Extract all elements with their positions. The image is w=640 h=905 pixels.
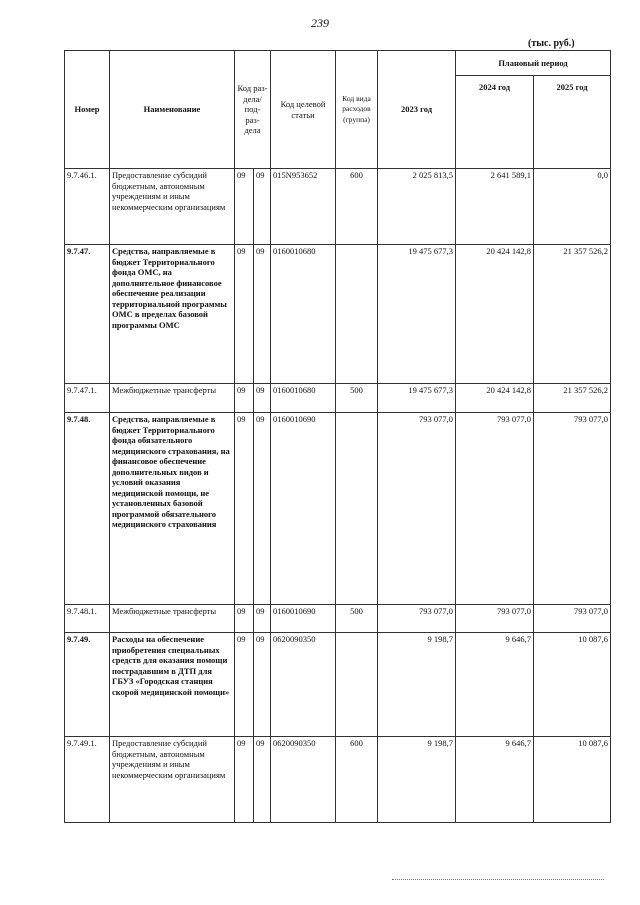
row-id: 9.7.46.1. [65, 169, 110, 245]
header-section-code: Код раз- дела/ под- раз- дела [235, 51, 271, 169]
row-target: 0160010680 [271, 384, 336, 413]
row-target: 015N953652 [271, 169, 336, 245]
row-target: 0620090350 [271, 737, 336, 823]
row-id: 9.7.47. [65, 245, 110, 384]
row-type [336, 633, 378, 737]
row-name: Расходы на обеспечение приобретения специальных средств для оказания помощи пострадавшим в ДТП для ГБУЗ «Городская станция скорой медицинской помощи» [110, 633, 235, 737]
row-section: 09 [235, 633, 254, 737]
header-2024: 2024 год [456, 76, 534, 169]
row-subsection: 09 [254, 605, 271, 633]
row-subsection: 09 [254, 633, 271, 737]
budget-table [64, 50, 611, 823]
row-section: 09 [235, 605, 254, 633]
table-row [65, 384, 611, 413]
row-2024: 20 424 142,8 [456, 245, 534, 384]
row-2025: 21 357 526,2 [534, 384, 611, 413]
row-2025: 10 087,6 [534, 737, 611, 823]
page-number: 239 [311, 16, 329, 30]
row-2024: 9 646,7 [456, 737, 534, 823]
units-label: (тыс. руб.) [528, 38, 575, 49]
row-subsection: 09 [254, 737, 271, 823]
table-row [65, 413, 611, 605]
row-id: 9.7.49.1. [65, 737, 110, 823]
row-type: 600 [336, 737, 378, 823]
footer-dotted-mark [392, 876, 604, 880]
row-name: Межбюджетные трансферты [110, 605, 235, 633]
row-2023: 2 025 813,5 [378, 169, 456, 245]
row-2023: 9 198,7 [378, 633, 456, 737]
row-subsection: 09 [254, 169, 271, 245]
row-name: Предоставление субсидий бюджетным, автономным учреждениям и иным некоммерческим организациям [110, 737, 235, 823]
row-type [336, 245, 378, 384]
row-id: 9.7.48. [65, 413, 110, 605]
header-target-code: Код целевой статьи [271, 51, 336, 169]
row-type [336, 413, 378, 605]
row-id: 9.7.47.1. [65, 384, 110, 413]
header-2023: 2023 год [378, 51, 456, 169]
table-row [65, 245, 611, 384]
row-id: 9.7.48.1. [65, 605, 110, 633]
row-2025: 793 077,0 [534, 605, 611, 633]
row-subsection: 09 [254, 245, 271, 384]
table-row [65, 737, 611, 823]
row-target: 0160010690 [271, 605, 336, 633]
row-2024: 9 646,7 [456, 633, 534, 737]
row-section: 09 [235, 169, 254, 245]
row-2023: 793 077,0 [378, 605, 456, 633]
row-name: Межбюджетные трансферты [110, 384, 235, 413]
header-2025: 2025 год [534, 76, 611, 169]
table-row [65, 169, 611, 245]
row-target: 0160010680 [271, 245, 336, 384]
header-number: Номер [65, 51, 110, 169]
row-type: 500 [336, 384, 378, 413]
row-section: 09 [235, 413, 254, 605]
row-subsection: 09 [254, 384, 271, 413]
row-subsection: 09 [254, 413, 271, 605]
row-2023: 19 475 677,3 [378, 384, 456, 413]
row-name: Средства, направляемые в бюджет Территориального фонда обязательного медицинского страхования, на финансовое обеспечение дополнительных видов и условий оказания медицинской помощи, не установленных базовой программой обязательного медицинского страхования [110, 413, 235, 605]
table-row [65, 605, 611, 633]
table-row [65, 633, 611, 737]
row-target: 0620090350 [271, 633, 336, 737]
row-2025: 793 077,0 [534, 413, 611, 605]
row-2024: 2 641 589,1 [456, 169, 534, 245]
header-planning-period: Плановый период [456, 51, 611, 76]
row-type: 500 [336, 605, 378, 633]
row-target: 0160010690 [271, 413, 336, 605]
row-type: 600 [336, 169, 378, 245]
header-name: Наименование [110, 51, 235, 169]
row-id: 9.7.49. [65, 633, 110, 737]
header-expense-type: Код вида расходов (группа) [336, 51, 378, 169]
row-2024: 793 077,0 [456, 413, 534, 605]
row-2025: 0,0 [534, 169, 611, 245]
row-section: 09 [235, 737, 254, 823]
row-2023: 9 198,7 [378, 737, 456, 823]
row-name: Средства, направляемые в бюджет Территориального фонда ОМС, на дополнительное финансовое обеспечение реализации территориальной программы ОМС в пределах базовой программы ОМС [110, 245, 235, 384]
row-section: 09 [235, 384, 254, 413]
row-2024: 793 077,0 [456, 605, 534, 633]
row-name: Предоставление субсидий бюджетным, автономным учреждениям и иным некоммерческим организациям [110, 169, 235, 245]
row-2023: 19 475 677,3 [378, 245, 456, 384]
row-2023: 793 077,0 [378, 413, 456, 605]
row-section: 09 [235, 245, 254, 384]
row-2025: 21 357 526,2 [534, 245, 611, 384]
row-2025: 10 087,6 [534, 633, 611, 737]
row-2024: 20 424 142,8 [456, 384, 534, 413]
